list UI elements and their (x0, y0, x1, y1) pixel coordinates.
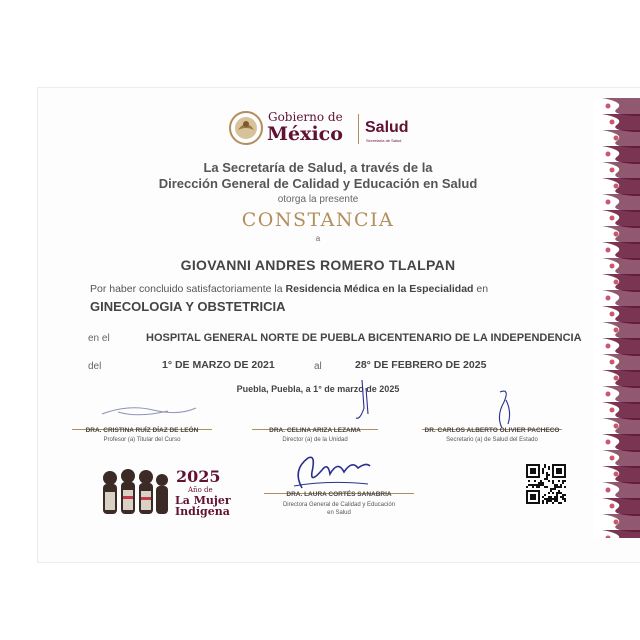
signature-3-scribble (482, 388, 522, 432)
year-label: 2025 (176, 467, 221, 486)
decorative-ribbon (594, 98, 640, 538)
signature-2-scribble (348, 378, 378, 426)
year-line-2: La Mujer (175, 494, 231, 507)
al-label: al (314, 361, 322, 372)
place-and-date: Puebla, Puebla, a 1° de marzo de 2025 (236, 384, 400, 394)
specialty-name: GINECOLOGIA Y OBSTETRICIA (90, 299, 286, 314)
issuer-line-1: La Secretaría de Salud, a través de la (203, 160, 433, 175)
document-title: CONSTANCIA (241, 209, 395, 231)
signatory-1-name: DRA. CRISTINA RUÍZ DÍAZ DE LEÓN (85, 427, 199, 434)
signature-4-scribble (288, 450, 374, 494)
completion-bold: Residencia Médica en la Especialidad (285, 283, 474, 295)
salud-sub-label: Secretaría de Salud (366, 138, 402, 143)
salud-label: Salud (365, 119, 409, 136)
signatory-3-name: DR. CARLOS ALBERTO OLIVIER PACHECO (424, 427, 560, 434)
en-el-label: en el (88, 333, 110, 344)
signatory-4-role: Directora General de Calidad y Educación en Salud (282, 502, 396, 516)
mexico-label: México (267, 123, 343, 145)
certificate-page (38, 88, 640, 562)
issuer-line-2: Dirección General de Calidad y Educación en Salud (158, 176, 478, 191)
completion-pre: Por haber concluido satisfactoriamente la (90, 283, 283, 295)
year-line-1: Año de (188, 486, 213, 494)
signatory-3-role: Secretario (a) de Salud del Estado (446, 437, 538, 443)
del-label: del (88, 361, 102, 372)
completion-sentence (90, 283, 488, 295)
mexico-coat-of-arms-icon (228, 110, 264, 146)
otorga-text: otorga la presente (277, 194, 359, 205)
signatory-4-name: DRA. LAURA CORTÉS SANABRIA (286, 491, 392, 498)
indigenous-women-illustration-icon (98, 466, 170, 518)
year-line-3: Indígena (175, 505, 230, 518)
hospital-name: HOSPITAL GENERAL NORTE DE PUEBLA BICENTENARIO DE LA INDEPENDENCIA (146, 332, 582, 344)
signatory-1-role: Profesor (a) Titular del Curso (103, 437, 181, 443)
gobierno-label: Gobierno de (268, 110, 343, 124)
logo-divider (358, 114, 359, 144)
qr-code-icon (526, 464, 566, 504)
a-connector: a (315, 234, 321, 243)
signature-1-scribble (98, 394, 198, 424)
end-date: 28° DE FEBRERO DE 2025 (355, 359, 487, 371)
completion-post: en (476, 283, 489, 295)
signatory-2-name: DRA. CELINA ARIZA LEZAMA (269, 427, 361, 434)
start-date: 1° DE MARZO DE 2021 (162, 359, 275, 371)
signatory-2-role: Director (a) de la Unidad (282, 437, 348, 443)
recipient-name: GIOVANNI ANDRES ROMERO TLALPAN (180, 257, 456, 273)
